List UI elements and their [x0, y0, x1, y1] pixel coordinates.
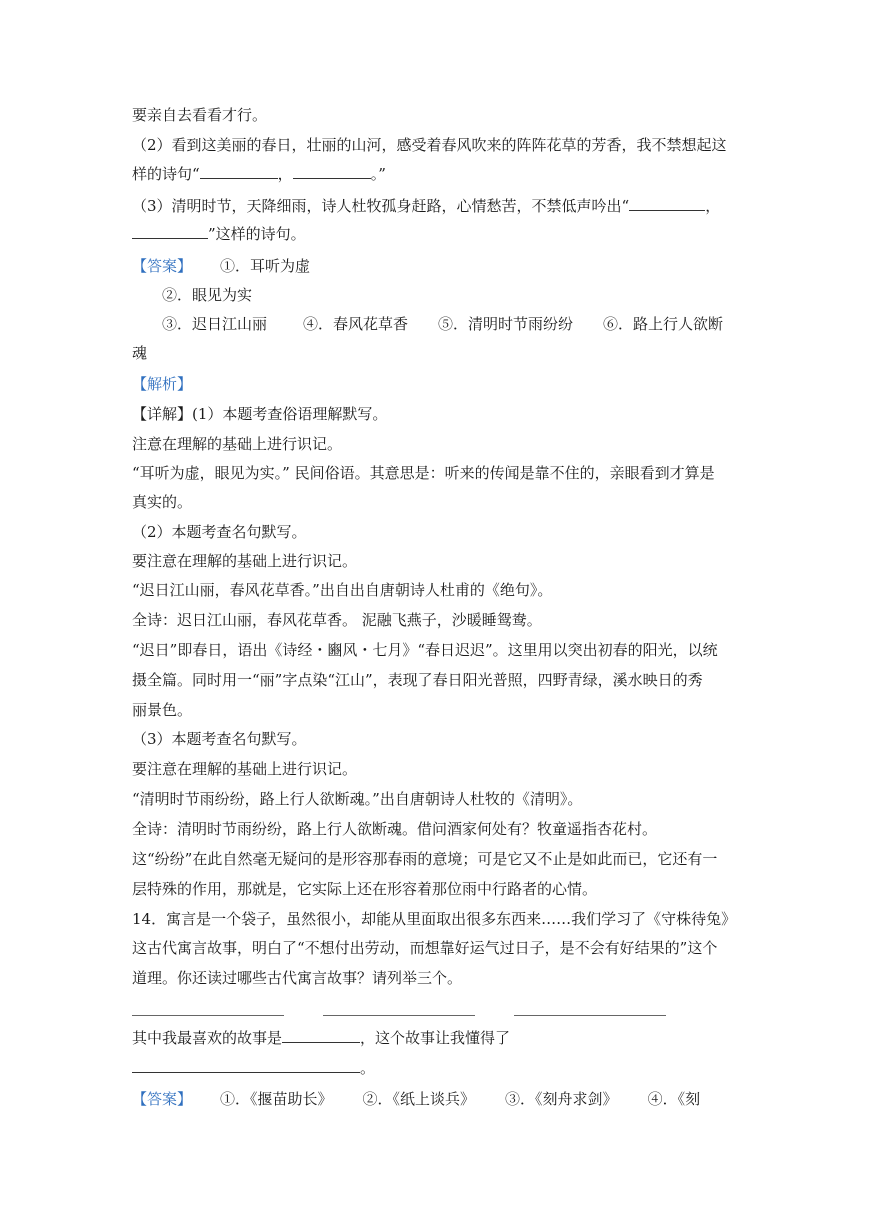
answer-item-continued: 魂 — [132, 344, 148, 362]
fill-blank[interactable] — [293, 164, 371, 179]
answer-tag: 【答案】 — [132, 1090, 193, 1108]
analysis-line: （2）本题考查名句默写。 — [132, 523, 307, 541]
text: （3）清明时节，天降细雨，诗人杜牧孤身赶路，心情愁苦，不禁低声吟出“ — [132, 197, 630, 215]
text-line: 要亲自去看看才行。 — [132, 106, 268, 124]
analysis-line: 全诗：清明时节雨纷纷，路上行人欲断魂。借问酒家何处有？牧童遥指杏花村。 — [132, 820, 658, 838]
answer-item: ③．迟日江山丽 — [162, 315, 268, 333]
analysis-line: 层特殊的作用，那就是，它实际上还在形容着那位雨中行路者的心情。 — [132, 880, 598, 898]
fill-blank[interactable] — [132, 1058, 360, 1073]
answer-14-row — [132, 1089, 700, 1109]
answer-row-3 — [162, 314, 723, 334]
text: ， — [277, 165, 293, 183]
analysis-line: （3）本题考查名句默写。 — [132, 730, 307, 748]
analysis-line: 摄全篇。同时用一“丽”字点染“江山”，表现了春日阳光普照，四野青绿，溪水映日的秀 — [132, 671, 703, 689]
fill-blank[interactable] — [132, 224, 208, 239]
analysis-tag: 【解析】 — [132, 375, 193, 393]
question-14-lesson-line — [132, 1058, 375, 1078]
question-2-line-2 — [132, 164, 386, 184]
analysis-line: 要注意在理解的基础上进行识记。 — [132, 552, 358, 570]
answer-item: ②．眼见为实 — [162, 286, 253, 304]
fill-blank[interactable] — [629, 196, 705, 211]
answer-item: ④．春风花草香 — [303, 315, 409, 333]
question-3-line-1 — [132, 196, 720, 216]
answer-item: ①．《揠苗助长》 — [220, 1090, 333, 1108]
question-14-line-1: 14．寓言是一个袋子，虽然很小，却能从里面取出很多东西来……我们学习了《守株待兔》 — [132, 910, 737, 928]
text: ”这样的诗句。 — [208, 225, 306, 243]
question-2-line-1: （2）看到这美丽的春日，壮丽的山河，感受着春风吹来的阵阵花草的芳香，我不禁想起这 — [132, 136, 727, 154]
analysis-line: “迟日”即春日，语出《诗经・豳风・七月》“春日迟迟”。这里用以突出初春的阳光，以统 — [132, 641, 718, 659]
analysis-line: 这“纷纷”在此自然毫无疑问的是形容那春雨的意境；可是它又不止是如此而已，它还有一 — [132, 850, 718, 868]
question-14-line-2: 这古代寓言故事，明白了“不想付出劳动，而想靠好运气过日子，是不会有好结果的”这个 — [132, 939, 718, 957]
analysis-line: 全诗：迟日江山丽，春风花草香。 泥融飞燕子，沙暖睡鸳鸯。 — [132, 611, 542, 629]
text: 样的诗句“ — [132, 165, 200, 183]
analysis-line: 注意在理解的基础上进行识记。 — [132, 435, 343, 453]
fill-blank[interactable] — [200, 164, 278, 179]
text: 。 — [360, 1059, 376, 1077]
text: ，这个故事让我懂得了 — [360, 1029, 511, 1047]
answer-item: ④．《刻 — [647, 1090, 701, 1108]
answer-item: ②．《纸上谈兵》 — [362, 1090, 476, 1108]
question-14-line-3: 道理。你还读过哪些古代寓言故事？请列举三个。 — [132, 969, 463, 987]
text: 。” — [370, 165, 386, 183]
text: ， — [705, 197, 721, 215]
answer-item: ③．《刻舟求剑》 — [505, 1090, 618, 1108]
analysis-line: “迟日江山丽，春风花草香。”出自出自唐朝诗人杜甫的《绝句》。 — [132, 581, 553, 599]
question-14-favorite-line — [132, 1028, 510, 1048]
answer-item: ⑥．路上行人欲断 — [603, 315, 724, 333]
text: 其中我最喜欢的故事是 — [132, 1029, 283, 1047]
analysis-line: “耳听为虚，眼见为实。” 民间俗语。其意思是：听来的传闻是靠不住的，亲眼看到才算是 — [132, 464, 715, 482]
analysis-line: “清明时节雨纷纷，路上行人欲断魂。”出自唐朝诗人杜牧的《清明》。 — [132, 790, 583, 808]
analysis-line: 真实的。 — [132, 493, 193, 511]
answer-item: ①．耳听为虚 — [220, 257, 311, 275]
answer-underline[interactable] — [323, 1015, 475, 1016]
answer-tag: 【答案】 — [132, 257, 193, 275]
analysis-line: 丽景色。 — [132, 701, 193, 719]
question-3-line-2 — [132, 224, 306, 244]
answer-row-1 — [132, 256, 310, 276]
answer-item: ⑤．清明时节雨纷纷 — [438, 315, 574, 333]
analysis-line: 要注意在理解的基础上进行识记。 — [132, 760, 358, 778]
answer-underline[interactable] — [514, 1015, 666, 1016]
answer-underline[interactable] — [132, 1015, 284, 1016]
fill-blank[interactable] — [282, 1028, 360, 1043]
analysis-line: 【详解】(1）本题考查俗语理解默写。 — [132, 405, 388, 423]
